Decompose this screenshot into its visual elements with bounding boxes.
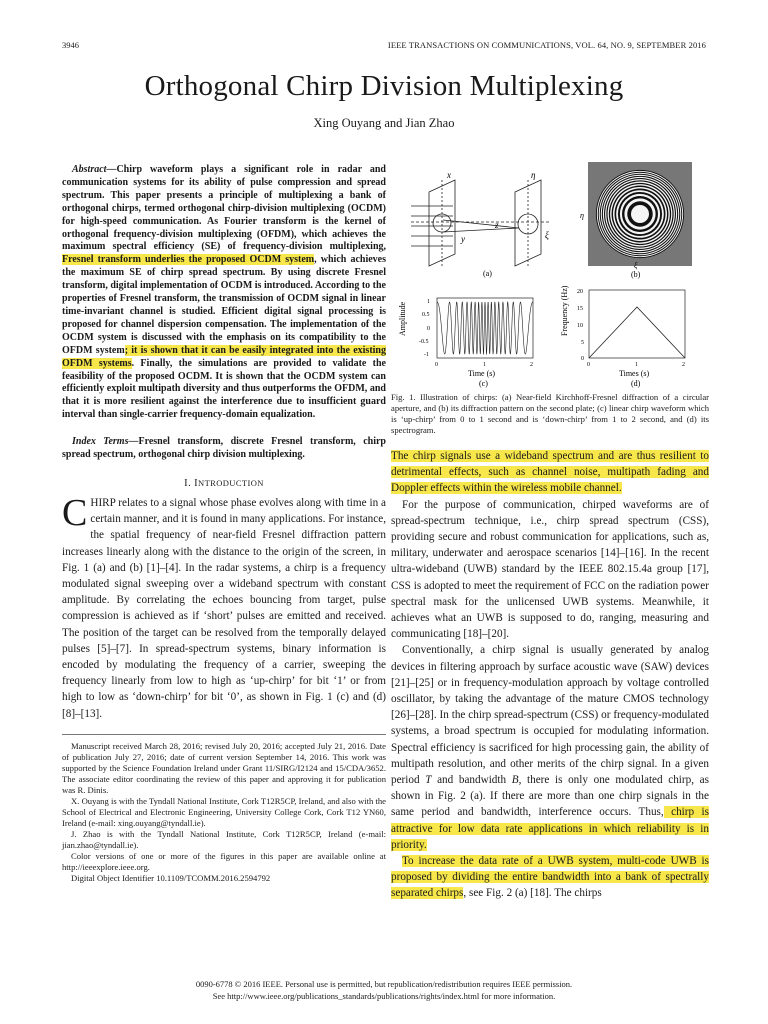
plot-c-ytick: 0 [427, 326, 430, 332]
plot-c-ytick: -0.5 [419, 339, 429, 345]
footnote-4: Color versions of one or more of the figures in this paper are available online at http://ieeexplore.ieee.org. [62, 850, 386, 872]
copyright-line-1: 0090-6778 © 2016 IEEE. Personal use is permitted, but republication/redistribution requires IEEE permission. [195, 979, 573, 989]
plot-c-xtick: 2 [530, 362, 533, 368]
copyright-line-2: See http://www.ieee.org/publications_standards/publications/rights/index.html for more information. [212, 991, 556, 1001]
running-header: IEEE TRANSACTIONS ON COMMUNICATIONS, VOL. 64, NO. 9, SEPTEMBER 2016 [387, 40, 706, 50]
diffraction-diagram [411, 180, 551, 266]
footnote-5: Digital Object Identifier 10.1109/TCOMM.2016.2594792 [71, 872, 271, 883]
right-highlight-3: To increase the data rate of a UWB system, multi-code UWB is proposed by dividing the entire bandwidth into a bank of spectrally separated chirps [391, 855, 709, 900]
diffraction-ring [631, 205, 649, 223]
intro-text: HIRP relates to a signal whose phase evolves along with time in a certain manner, and it is found in many applications. For instance, the spatial frequency of near-field Fresnel diffraction pattern increases linearly along with the distance to the origin of the screen, in Fig. 1 (a) and (b) [1]–[4]. In the radar systems, a chirp is a frequency modulated signal sweeping over a wideband spectrum with constant amplitude. By correlating the echoes bouncing from target, pulse compression is achieved as if ‘short’ pulses are emitted and received. The position of the target can be resolved from the temporally delayed pulses [5]–[7]. In spread-spectrum systems, binary information is encoded by modulating the frequency of a carrier, sweeping the frequency linearly from low to high as ‘up-chirp’ for bit ‘1’ or from high to low as ‘down-chirp’ for bit ‘0’, as shown in Fig. 1 (c) and (d) [8]–[13]. [62, 496, 386, 720]
footnote-3: J. Zhao is with the Tyndall National Institute, Cork T12R5CP, Ireland (e-mail: jian.zhao@tyndall.ie). [62, 828, 386, 850]
p3-symbol-T: T [425, 774, 432, 787]
label-xi: ξ [545, 230, 549, 240]
label-c: (c) [479, 379, 488, 388]
axis-eta: η [580, 211, 584, 220]
page-number: 3946 [62, 40, 79, 50]
label-x: x [447, 170, 451, 180]
right-column [391, 150, 709, 902]
plot-d-ylabel: Frequency (Hz) [560, 285, 569, 336]
plot-c-xtick: 0 [435, 362, 438, 368]
label-y: y [461, 234, 465, 244]
chirp-waveform-plot [437, 298, 533, 358]
plot-c-ylabel: Amplitude [398, 301, 407, 336]
label-d: (d) [631, 379, 641, 388]
p3-text-a: Conventionally, a chirp signal is usually generated by analog devices in filtering approach by surface acoustic wave (SAW) devices [21]–[25] or in frequency-modulation approach by voltage controlled oscillator, by taking the advantage of the mature CMOS technology [26]–[28]. In the chirp spread-spectrum (CSS) or frequency-modulated systems, a broad spectrum is occupied for modulating information. Spectral efficiency is sacrificed for high processing gain, the ability of multipath resolution, and other merits of the chirp signal. In a given period [391, 644, 709, 787]
left-column [62, 150, 386, 884]
right-highlight-2: chirp is attractive for low data rate applications in which reliability is in priority. [391, 806, 709, 851]
abstract-part2: , which achieves the maximum SE of chirp spread spectrum. By using discrete Fresnel transform, digital implementation of OCDM is introduced. According to the properties of Fresnel transform, the transmission of OCDM signal in linear time-invariant channel is studied. Efficient digital signal processing is proposed for channel dispersion compensation. The implementation of the OCDM system is discussed with the emphasis on its compatibility to the OFDM system [62, 254, 386, 356]
abstract-part1: Chirp waveform plays a significant role in radar and communication systems for its ability of pulse compression and spread spectrum. This paper presents a principle of multiplexing a bank of orthogonal chirps, termed orthogonal chirp-division multiplexing (OCDM) for high-speed communication. As Fourier transform is the kernel of orthogonal frequency-division multiplexing (OFDM), which achieves the maximum spectral efficiency (SE) of frequency-division multiplexing, [62, 164, 386, 253]
section-heading [62, 478, 386, 489]
abstract-label: Abstract— [72, 164, 117, 175]
p4-rest: , see Fig. 2 (a) [18]. The chirps [463, 887, 602, 900]
plot-d-ytick: 10 [577, 323, 583, 329]
spectrogram-line [589, 307, 685, 358]
plot-d-xlabel: Times (s) [619, 369, 650, 378]
right-paragraph-2: For the purpose of communication, chirped waveforms are of spread-spectrum technique, i.e., chirp spread spectrum (CSS), providing secure and robust communication for applications, such as, military, underwater and aerospace scenarios [14]–[16]. In the recent ultra-wideband (UWB) standard by the IEEE 802.15.4a group [17], CSS is adopted to meet the requirement of FCC on the radiation power spectral mask for the unlicensed UWB systems. Meanwhile, it achieves what an UWB is supposed to do, ranging, measuring and communicating [18]–[20]. [391, 498, 709, 641]
index-terms-text: Fresnel transform, discrete Fresnel transform, chirp spread spectrum, orthogonal chirp division multiplexing. [62, 436, 386, 461]
abstract [62, 164, 386, 422]
intro-paragraph [62, 491, 386, 722]
right-paragraph-4 [391, 853, 709, 902]
spectrogram-plot [589, 290, 685, 358]
abstract-part3: . Finally, the simulations are provided to validate the feasibility of the proposed OCDM. It is shown that the OCDM system can efficiently exploit multipath diversity and thus outperforms the OFDM, and that it is more resilient against the interference due to insufficient guard interval than single-carrier frequency-domain equalization. [62, 357, 386, 421]
label-a: (a) [483, 269, 492, 278]
paper-authors: Xing Ouyang and Jian Zhao [313, 116, 455, 130]
plot-d-xtick: 2 [682, 362, 685, 368]
right-paragraph-3 [391, 642, 709, 853]
figure-1 [391, 150, 709, 390]
right-paragraph-1 [391, 448, 709, 497]
section-rest: NTRODUCTION [198, 477, 264, 488]
abstract-highlight-1: Fresnel transform underlies the proposed OCDM system [62, 254, 315, 266]
label-z: z [495, 220, 499, 230]
index-terms [62, 436, 386, 462]
abstract-highlight-2: ; it is shown that it can be easily integrated into the existing OFDM systems [62, 344, 386, 369]
section-numeral: I. [184, 477, 195, 489]
plot-d-xtick: 1 [635, 362, 638, 368]
p3-text-c: , there is only one modulated chirp, as shown in Fig. 2 (a). If there are more than one chirp signals in the same period and bandwidth, interference occurs. Thus, [391, 774, 709, 819]
drop-cap: C [62, 491, 88, 534]
paper-title: Orthogonal Chirp Division Multiplexing [144, 70, 624, 102]
chirp-line [437, 302, 533, 354]
plot-d-ytick: 20 [577, 289, 583, 295]
figure-caption: Fig. 1. Illustration of chirps: (a) Near-field Kirchhoff-Fresnel diffraction of a circular aperture, and (b) its diffraction pattern on the second plate; (c) linear chirp waveform which is ‘up-chirp’ from 0 to 1 second and is ‘down-chirp’ from 1 to 2 second, and (d) its spectrogram. [391, 392, 709, 435]
label-eta: η [531, 170, 536, 180]
plot-c-xtick: 1 [483, 362, 486, 368]
p3-symbol-B: B [511, 774, 519, 787]
plot-c-ytick: -1 [424, 352, 429, 358]
label-b: (b) [631, 270, 641, 279]
axis-xi: ξ [634, 261, 638, 270]
figure-1-graphic [391, 150, 709, 390]
plot-d-xtick: 0 [587, 362, 590, 368]
plot-d-ytick: 5 [581, 340, 584, 346]
footnote-1: Manuscript received March 28, 2016; revised July 20, 2016; accepted July 21, 2016. Date of publication July 27, 2016; date of current version September 14, 2016. This work was supported by the Science Foundation Ireland under Grant 11/SIRG/I2124 and 15/CDA/3652. The associate editor coordinating the review of this paper and approving it for publication was R. Dinis. [62, 740, 386, 795]
right-highlight-1: The chirp signals use a wideband spectrum and are thus resilient to detrimental effects, such as channel noise, multipath fading and Doppler effects within the wireless mobile channel. [391, 450, 709, 495]
index-terms-label: Index Terms— [72, 436, 139, 448]
plot-c-ytick: 0.5 [422, 312, 430, 318]
footnote-2: X. Ouyang is with the Tyndall National Institute, Cork T12R5CP, Ireland, and also with the School of Electrical and Electronic Engineering, University College Cork, Cork T12 YN60, Ireland (e-mail: xing.ouyang@tyndall.ie). [62, 795, 386, 828]
plot-d-ytick: 0 [581, 356, 584, 362]
plot-c-xlabel: Time (s) [468, 369, 496, 378]
footnotes [62, 734, 386, 884]
plot-c-ytick: 1 [427, 299, 430, 305]
section-first-letter: I [194, 477, 199, 489]
diffraction-pattern [588, 162, 692, 266]
copyright-notice [0, 978, 768, 1002]
plot-d-ytick: 15 [577, 306, 583, 312]
p3-text-b: and bandwidth [431, 774, 512, 787]
